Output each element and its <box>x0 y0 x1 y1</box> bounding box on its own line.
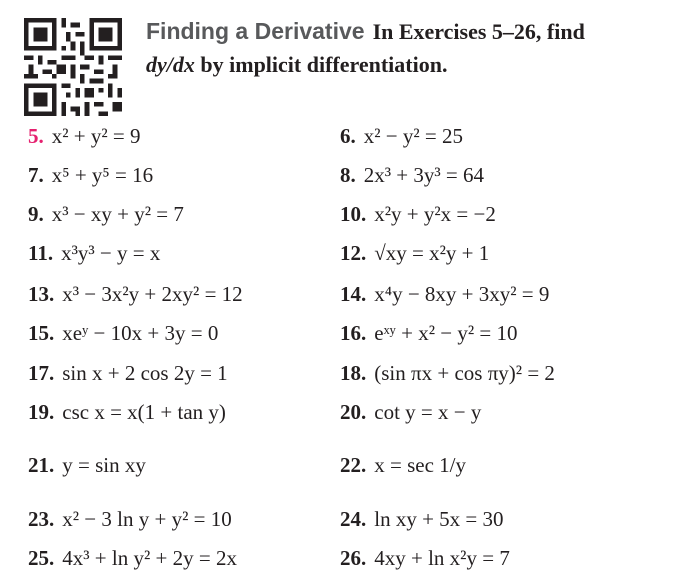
exercise-25 <box>28 546 237 571</box>
exercise-number: 18. <box>340 361 367 385</box>
exercise-number: 25. <box>28 546 55 570</box>
exercise-number: 13. <box>28 282 55 306</box>
exercise-22 <box>340 453 466 478</box>
exercise-equation: x = sec 1/y <box>374 453 466 477</box>
exercise-heading <box>146 16 666 80</box>
exercise-23 <box>28 507 232 532</box>
exercise-equation: x⁵ + y⁵ = 16 <box>51 163 154 187</box>
exercise-equation: x² − y² = 25 <box>363 124 464 148</box>
exercise-equation: ln xy + 5x = 30 <box>374 507 504 531</box>
exercise-equation: x² − 3 ln y + y² = 10 <box>62 507 232 531</box>
exercise-equation: x²y + y²x = −2 <box>374 202 496 226</box>
exercise-number: 10. <box>340 202 367 226</box>
exercise-equation: x³ − 3x²y + 2xy² = 12 <box>62 282 243 306</box>
exercise-14 <box>340 282 549 307</box>
exercise-21 <box>28 453 146 478</box>
exercise-equation: csc x = x(1 + tan y) <box>62 400 226 424</box>
exercise-8 <box>340 163 484 188</box>
exercise-number: 26. <box>340 546 367 570</box>
exercise-equation: cot y = x − y <box>374 400 482 424</box>
exercise-number: 14. <box>340 282 367 306</box>
exercise-equation: 2x³ + 3y³ = 64 <box>363 163 485 187</box>
exercise-equation: xeʸ − 10x + 3y = 0 <box>62 321 219 345</box>
exercise-6 <box>340 124 463 149</box>
exercise-10 <box>340 202 496 227</box>
exercise-number: 15. <box>28 321 55 345</box>
exercise-equation: 4x³ + ln y² + 2y = 2x <box>62 546 237 570</box>
exercise-number: 16. <box>340 321 367 345</box>
exercise-number: 19. <box>28 400 55 424</box>
exercise-equation: (sin πx + cos πy)² = 2 <box>374 361 555 385</box>
exercise-11 <box>28 241 160 266</box>
instruction-start: In Exercises 5–26, find <box>372 19 585 44</box>
exercise-equation: x³y³ − y = x <box>61 241 161 265</box>
exercise-number: 11. <box>28 241 54 265</box>
exercise-number: 8. <box>340 163 356 187</box>
exercise-16 <box>340 321 518 346</box>
exercise-number: 20. <box>340 400 367 424</box>
exercise-number: 6. <box>340 124 356 148</box>
section-title: Finding a Derivative <box>146 18 365 44</box>
exercise-number: 22. <box>340 453 367 477</box>
exercise-13 <box>28 282 243 307</box>
exercise-17 <box>28 361 228 386</box>
exercise-equation: y = sin xy <box>62 453 146 477</box>
exercise-equation: eˣʸ + x² − y² = 10 <box>374 321 518 345</box>
exercise-number: 23. <box>28 507 55 531</box>
exercise-number: 12. <box>340 241 367 265</box>
exercise-equation: x⁴y − 8xy + 3xy² = 9 <box>374 282 550 306</box>
exercise-equation: x² + y² = 9 <box>51 124 141 148</box>
exercise-equation: 4xy + ln x²y = 7 <box>374 546 510 570</box>
exercise-equation: x³ − xy + y² = 7 <box>51 202 184 226</box>
instruction-expression: dy/dx <box>146 52 195 77</box>
exercise-number: 9. <box>28 202 44 226</box>
exercise-number: 5. <box>28 124 44 148</box>
exercise-7 <box>28 163 153 188</box>
exercise-number: 21. <box>28 453 55 477</box>
exercise-equation: √xy = x²y + 1 <box>374 241 490 265</box>
exercise-18 <box>340 361 555 386</box>
exercise-9 <box>28 202 184 227</box>
exercise-12 <box>340 241 489 266</box>
exercise-number: 7. <box>28 163 44 187</box>
exercise-26 <box>340 546 510 571</box>
exercise-equation: sin x + 2 cos 2y = 1 <box>62 361 228 385</box>
exercise-19 <box>28 400 226 425</box>
instruction-end: by implicit differentiation. <box>200 52 448 77</box>
exercise-24 <box>340 507 504 532</box>
qr-code-icon <box>24 18 122 116</box>
exercise-number: 17. <box>28 361 55 385</box>
exercise-15 <box>28 321 218 346</box>
exercise-5 <box>28 124 141 149</box>
exercise-number: 24. <box>340 507 367 531</box>
exercise-20 <box>340 400 481 425</box>
